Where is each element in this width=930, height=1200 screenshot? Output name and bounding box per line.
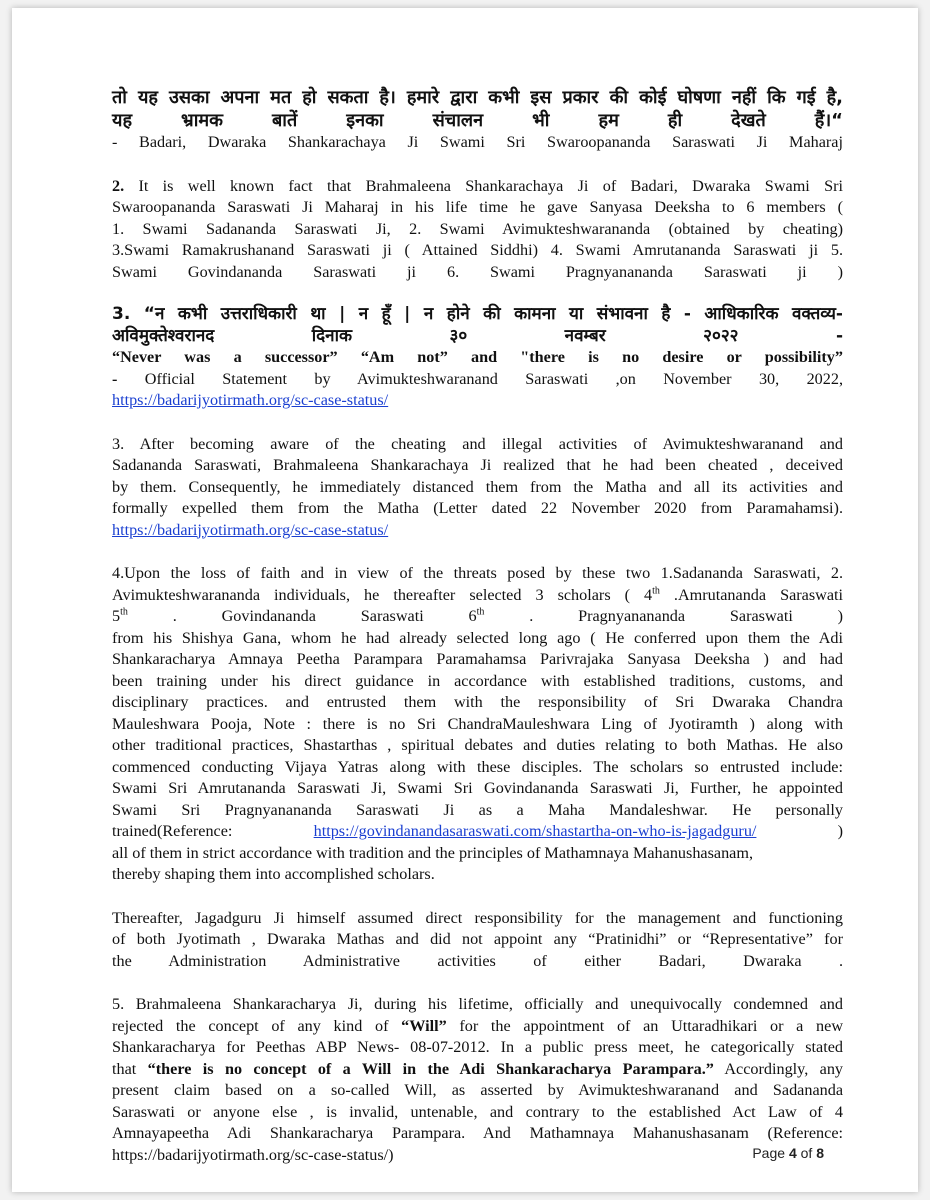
para-3-line-3: by them. Consequently, he immediately distanced them from the Matha and all its activities and bbox=[112, 477, 843, 496]
para-4-line-2-b: .Amrutananda Saraswati bbox=[673, 585, 844, 604]
para-2-text: It is well known fact that Brahmaleena Shankarachaya Ji of Badari, Dwaraka Swami Sri bbox=[138, 176, 843, 195]
hindi-quote-line-2: यह भ्रामक बातें इनका संचालन भी हम ही देखते हैं।“ bbox=[112, 110, 843, 131]
para-4-line-2 bbox=[112, 585, 843, 607]
para-4-line-13 bbox=[112, 821, 843, 843]
current-page: 4 bbox=[788, 1145, 797, 1161]
total-pages: 8 bbox=[816, 1145, 824, 1161]
para-4-line-11: Swami Sri Amrutananda Saraswati Ji, Swami Sri Govindananda Saraswati Ji, Further, he appointed bbox=[112, 779, 843, 797]
para-3-line-4: formally expelled them from the Matha (Letter dated 22 November 2020 from Paramahamsi). bbox=[112, 499, 843, 517]
sc-case-status-link-2[interactable]: https://badarijyotirmath.org/sc-case-status/ bbox=[112, 520, 389, 539]
para-5-line-2: of both Jyotimath , Dwaraka Mathas and did not appoint any “Pratinidhi” or “Representative” for bbox=[112, 930, 843, 948]
pragnyanananda-text: . Pragnyanananda Saraswati ) bbox=[529, 607, 844, 625]
statement-quote bbox=[112, 347, 843, 369]
statement-dash: - bbox=[112, 369, 118, 388]
document-page bbox=[12, 8, 918, 1192]
para-4-line-15: thereby shaping them into accomplished scholars. bbox=[112, 865, 435, 883]
statement-link-line bbox=[112, 390, 843, 412]
para-4-line-3 bbox=[112, 606, 843, 628]
sc-case-status-link[interactable]: https://badarijyotirmath.org/sc-case-status/ bbox=[112, 391, 389, 409]
para-6-line-4-a: that bbox=[112, 1059, 137, 1078]
para-6-line-4 bbox=[112, 1059, 843, 1081]
para-4-line-1: 4.Upon the loss of faith and in view of the threats posed by these two 1.Sadananda Saraswati, 2. bbox=[112, 564, 843, 582]
quote-attribution: - Badari, Dwaraka Shankarachaya Ji Swami Sri Swaroopananda Saraswati Ji Maharaj bbox=[112, 133, 843, 151]
para-6-line-8: https://badarijyotirmath.org/sc-case-status/) bbox=[112, 1145, 394, 1164]
para-6-line-1: 5. Brahmaleena Shankaracharya Ji, during his lifetime, officially and unequivocally condemned and bbox=[112, 995, 843, 1013]
will-bold: “Will” bbox=[401, 1016, 447, 1035]
para-2-number: 2. bbox=[112, 176, 125, 195]
govindananda-text: . Govindananda Saraswati 6 bbox=[172, 607, 477, 625]
para-4-line-5: Shankaracharya Amnaya Peetha Parampara Paramahamsa Parivrajaka Sanyasa Deeksha ) and had bbox=[112, 650, 843, 668]
govindananda-shastartha-link[interactable]: https://govindanandasaraswati.com/shastartha-on-who-is-jagadguru/ bbox=[313, 822, 757, 840]
para-6-line-2 bbox=[112, 1016, 843, 1038]
para-6-line-3: Shankaracharya for Peethas ABP News- 08-07-2012. In a public press meet, he categorically stated bbox=[112, 1038, 843, 1056]
para-2-line-2: Swaroopananda Saraswati Ji Maharaj in his life time he gave Sanyasa Deeksha to 6 members ( bbox=[112, 198, 843, 216]
para-2-line-5: Swami Govindananda Saraswati ji 6. Swami Pragnyanananda Saraswati ji ) bbox=[112, 262, 843, 281]
sup-6th: th bbox=[476, 606, 485, 618]
para-5-line-1: Thereafter, Jagadguru Ji himself assumed direct responsibility for the management and functioning bbox=[112, 908, 843, 927]
para-2-line-1 bbox=[112, 176, 843, 198]
hindi-heading-line-2: अविमुक्तेश्वरानद दिनाक ३० नवम्बर २०२२ - bbox=[112, 326, 843, 346]
para-4-line-8: Mauleshwara Pooja, Note : there is no Sri ChandraMauleshwara Ling of Jyotiramth ) along with bbox=[112, 714, 843, 733]
reference-close: ) bbox=[837, 822, 843, 840]
no-will-quote: “there is no concept of a Will in the Adi Shankaracharya Parampara.” bbox=[147, 1059, 714, 1078]
para-4-line-6: been training under his direct guidance in accordance with established traditions, customs, and bbox=[112, 671, 843, 690]
para-6-line-4-b: Accordingly, any bbox=[724, 1059, 844, 1078]
hindi-quote-line-1: तो यह उसका अपना मत हो सकता है। हमारे द्वारा कभी इस प्रकार की कोई घोषणा नहीं कि गई है, bbox=[112, 87, 843, 108]
hindi-heading-line-1: 3. “न कभी उत्तराधिकारी था | न हूँ | न होने की कामना या संभावना है - आधिकारिक वक्तव्य- bbox=[112, 304, 843, 324]
sup-4th: th bbox=[652, 585, 660, 597]
para-4-line-10: commenced conducting Vijaya Yatras along with these disciples. The scholars so entrusted include: bbox=[112, 757, 843, 776]
page-content bbox=[112, 86, 843, 1166]
page-number bbox=[752, 1145, 824, 1161]
para-4-line-2-a: Avimukteshwarananda individuals, he thereafter selected 3 scholars ( 4 bbox=[112, 585, 653, 604]
para-6-line-7: Amnayapeetha Adi Shankaracharya Parampara. And Mathamnaya Mahanushasanam (Reference: bbox=[112, 1124, 843, 1142]
reference-label: trained(Reference: bbox=[112, 822, 233, 840]
number-5: 5 bbox=[112, 607, 121, 625]
para-3-line-1: 3. After becoming aware of the cheating and illegal activities of Avimukteshwaranand and bbox=[112, 434, 843, 453]
para-2-line-4: 3.Swami Ramakrushanand Saraswati ji ( Attained Siddhi) 4. Swami Amrutananda Saraswati ji 5. bbox=[112, 241, 843, 259]
statement-source bbox=[112, 369, 843, 391]
para-6-line-2-a: rejected the concept of any kind of bbox=[112, 1016, 389, 1035]
para-3-line-2: Sadananda Saraswati, Brahmaleena Shankarachaya Ji realized that he had been cheated , deceived bbox=[112, 456, 843, 474]
para-3-link-line bbox=[112, 520, 843, 542]
statement-source-text: Official Statement by Avimukteshwaranand Saraswati ,on November 30, 2022, bbox=[144, 369, 843, 388]
para-4-line-7: disciplinary practices. and entrusted them with the responsibility of Sri Dwaraka Chandra bbox=[112, 693, 843, 711]
para-4-line-9: other traditional practices, Shastarthas , spiritual debates and duties relating to both Mathas. He also bbox=[112, 736, 843, 754]
page-word: Page bbox=[752, 1145, 786, 1161]
para-4-line-14: all of them in strict accordance with tradition and the principles of Mathamnaya Mahanushasanam, bbox=[112, 843, 753, 862]
para-6-line-5: present claim based on a so-called Will, as asserted by Avimukteshwaranand and Sadananda bbox=[112, 1081, 843, 1099]
sup-5th: th bbox=[120, 606, 128, 618]
para-4-line-4: from his Shishya Gana, whom he had already selected long ago ( He conferred upon them the Adi bbox=[112, 628, 843, 647]
para-2-line-3: 1. Swami Sadananda Saraswati Ji, 2. Swami Avimukteshwarananda (obtained by cheating) bbox=[112, 219, 843, 238]
para-6-line-6: Saraswati or anyone else , is invalid, untenable, and contrary to the established Act Law of 4 bbox=[112, 1102, 843, 1121]
statement-bold: “Never was a successor” “Am not” and "there is no desire or possibility” bbox=[112, 348, 843, 366]
para-6-line-2-b: for the appointment of an Uttaradhikari or a new bbox=[459, 1016, 844, 1035]
para-5-line-3: the Administration Administrative activities of either Badari, Dwaraka . bbox=[112, 951, 843, 970]
of-word: of bbox=[800, 1145, 813, 1161]
para-4-line-12: Swami Sri Pragnyanananda Saraswati Ji as a Maha Mandaleshwar. He personally bbox=[112, 800, 843, 819]
